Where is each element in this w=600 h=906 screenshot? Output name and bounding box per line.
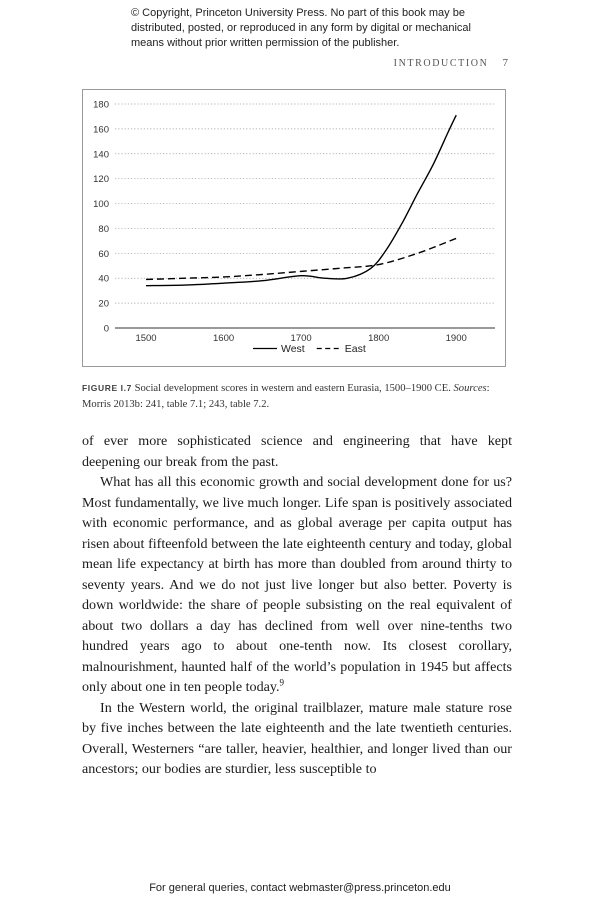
paragraph-2-text: What has all this economic growth and social development done for us? Most fundamentally, we live much longer. Life span is positively associated with economic performance, and as global average per capita output has risen about fifteenfold between the late eighteenth century and today, global mean life expectancy at birth has more than doubled from around thirty to seventy years. And we do not just live longer but also better. Poverty is down worldwide: the share of people subsisting on the real equivalent of about two dollars a day has declined from well over nine-tenths two hundred years ago to about one-tenth now. Its closest corollary, malnourishment, haunted half of the world’s population in 1945 but affects only about one in ten people today. bbox=[82, 474, 512, 695]
x-tick-label-1500: 1500 bbox=[135, 333, 157, 344]
x-tick-label-1900: 1900 bbox=[445, 333, 467, 344]
y-tick-label-180: 180 bbox=[93, 99, 109, 111]
figure-label: FIGURE I.7 bbox=[82, 383, 132, 393]
caption-text: Social development scores in western and eastern Eurasia, 1500–1900 CE. bbox=[131, 383, 454, 394]
footnote-ref: 9 bbox=[279, 677, 285, 688]
page-number: 7 bbox=[502, 57, 508, 69]
copyright-notice: © Copyright, Princeton University Press. No part of this book may be distributed, posted, or reproduced in any form by digital or mechanical means without prior written permission of the publisher. bbox=[131, 7, 471, 49]
body-text bbox=[82, 431, 512, 780]
x-tick-label-1600: 1600 bbox=[213, 333, 235, 344]
series-line-east bbox=[146, 238, 456, 279]
x-tick-label-1700: 1700 bbox=[290, 333, 312, 344]
y-tick-label-20: 20 bbox=[98, 298, 109, 310]
y-tick-label-80: 80 bbox=[98, 223, 109, 235]
paragraph-2 bbox=[82, 472, 512, 698]
x-tick-label-1800: 1800 bbox=[368, 333, 390, 344]
y-tick-label-120: 120 bbox=[93, 174, 109, 186]
footer-contact: For general queries, contact webmaster@press.princeton.edu bbox=[149, 882, 451, 894]
y-tick-label-160: 160 bbox=[93, 124, 109, 136]
y-tick-label-100: 100 bbox=[93, 199, 109, 211]
caption-sources-text: : Morris 2013b: 241, table 7.1; 243, table 7.2. bbox=[82, 383, 490, 410]
series-line-west bbox=[146, 115, 456, 285]
legend-label-east: East bbox=[344, 343, 366, 355]
running-head bbox=[394, 57, 508, 69]
figure-chart bbox=[82, 89, 506, 367]
y-tick-label-140: 140 bbox=[93, 149, 109, 161]
running-head-section: INTRODUCTION bbox=[393, 58, 489, 69]
paragraph-3: In the Western world, the original trailblazer, mature male stature rose by five inches between the late eighteenth and the late twentieth centuries. Overall, Westerners “are taller, heavier, healthier, and longer lived than our ancestors; our bodies are sturdier, less susceptible to bbox=[82, 699, 512, 777]
caption-sources-label: Sources bbox=[453, 383, 487, 394]
y-tick-label-40: 40 bbox=[98, 273, 109, 285]
y-tick-label-0: 0 bbox=[103, 323, 109, 335]
legend-label-west: West bbox=[281, 343, 305, 355]
paragraph-1: of ever more sophisticated science and engineering that have kept deepening our break from the past. bbox=[82, 433, 512, 470]
y-tick-label-60: 60 bbox=[98, 248, 109, 260]
line-chart bbox=[83, 90, 507, 368]
figure-caption bbox=[82, 380, 512, 413]
